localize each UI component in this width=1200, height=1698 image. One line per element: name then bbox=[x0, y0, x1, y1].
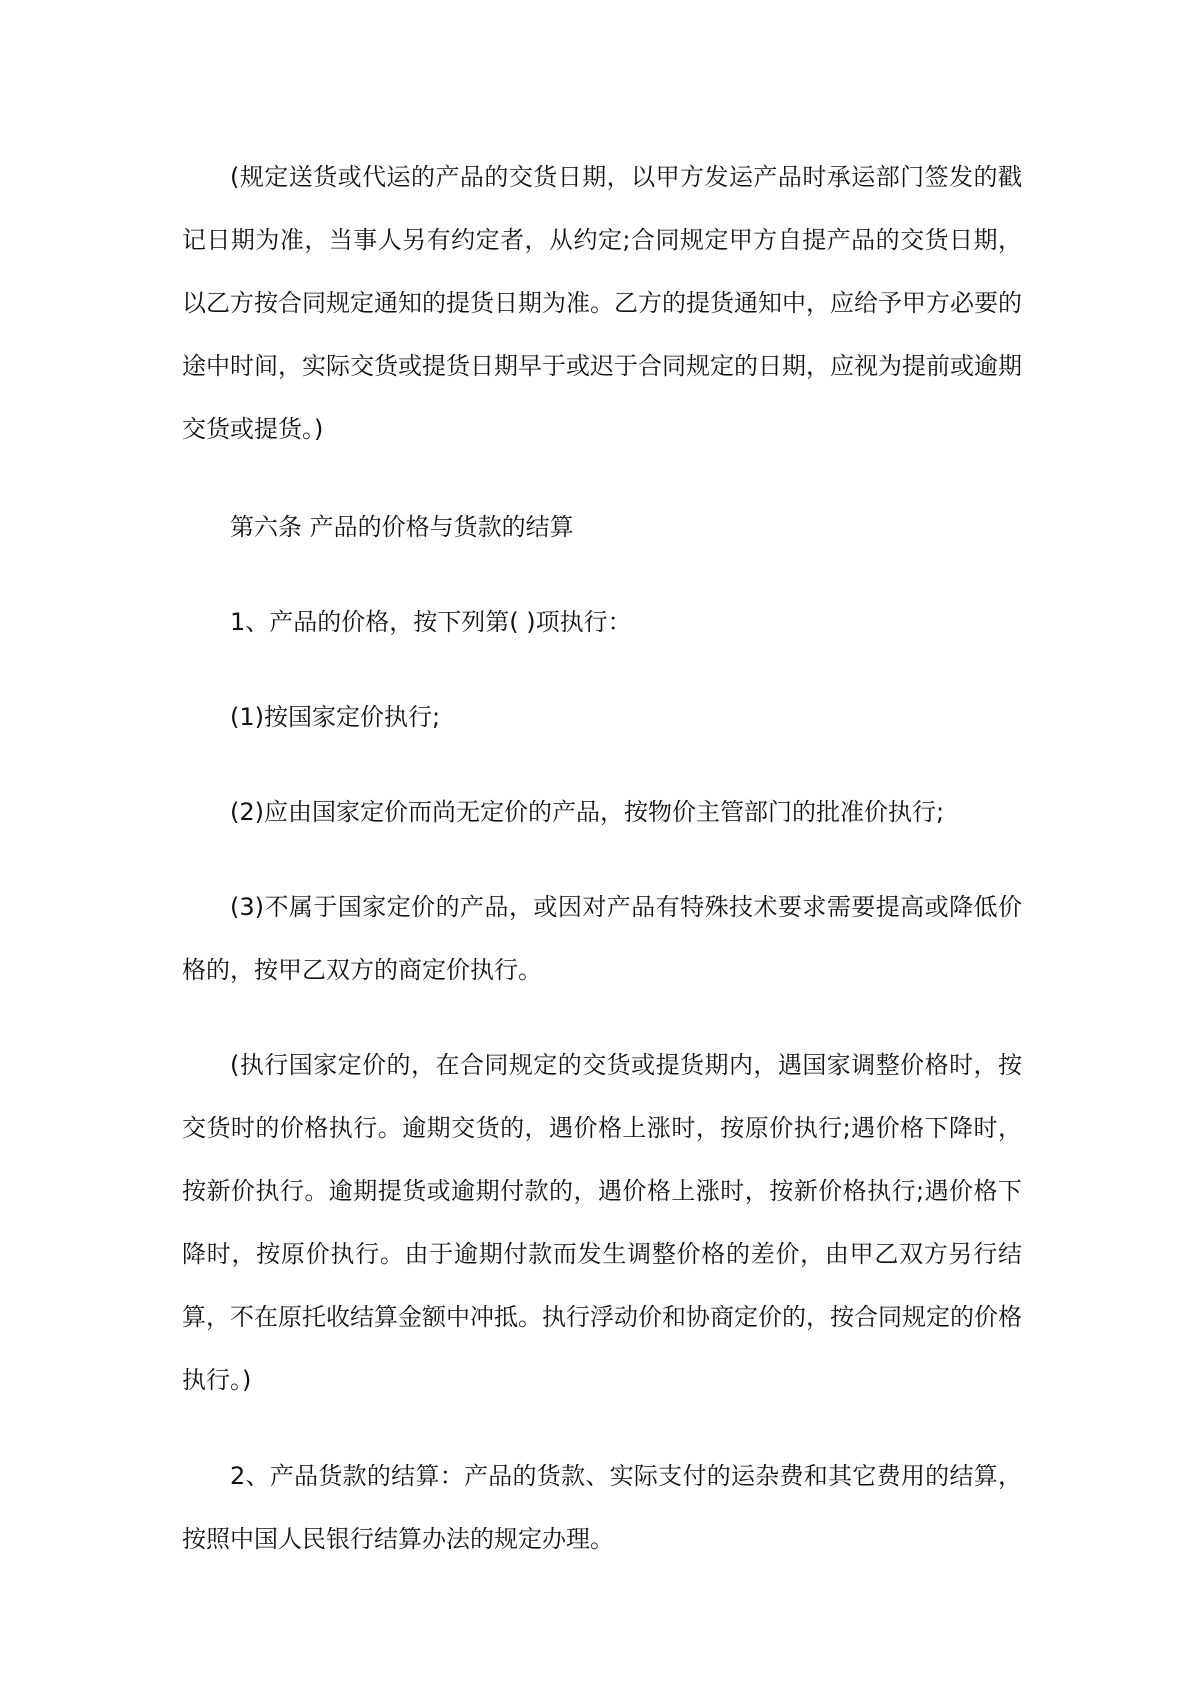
paragraph-price-adjustment-note: (执行国家定价的，在合同规定的交货或提货期内，遇国家调整价格时，按交货时的价格执行。逾期交货的，遇价格上涨时，按原价执行;遇价格下降时，按新价执行。逾期提货或逾期付款的，遇价格上涨时，按新价格执行;遇价格下降时，按原价执行。由于逾期付款而发生调整价格的差价，由甲乙双方另行结算，不在原托收结算金额中冲抵。执行浮动价和协商定价的，按合同规定的价格执行。) bbox=[182, 1051, 1022, 1394]
paragraph-payment-settlement: 2、产品货款的结算：产品的货款、实际支付的运杂费和其它费用的结算，按照中国人民银行结算办法的规定办理。 bbox=[182, 1462, 1022, 1553]
paragraph-price-option-1: (1)按国家定价执行; bbox=[230, 703, 441, 731]
paragraph-price-option-3: (3)不属于国家定价的产品，或因对产品有特殊技术要求需要提高或降低价格的，按甲乙双方的商定价执行。 bbox=[182, 893, 1022, 984]
section-heading-article-6: 第六条 产品的价格与货款的结算 bbox=[230, 513, 574, 541]
paragraph-delivery-date-note: (规定送货或代运的产品的交货日期，以甲方发运产品时承运部门签发的戳记日期为准，当事人另有约定者，从约定;合同规定甲方自提产品的交货日期，以乙方按合同规定通知的提货日期为准。乙方的提货通知中，应给予甲方必要的途中时间，实际交货或提货日期早于或迟于合同规定的日期，应视为提前或逾期交货或提货。) bbox=[182, 163, 1022, 443]
paragraph-price-option-2: (2)应由国家定价而尚无定价的产品，按物价主管部门的批准价执行; bbox=[230, 798, 945, 826]
paragraph-price-clause-1: 1、产品的价格，按下列第( )项执行： bbox=[230, 608, 632, 636]
